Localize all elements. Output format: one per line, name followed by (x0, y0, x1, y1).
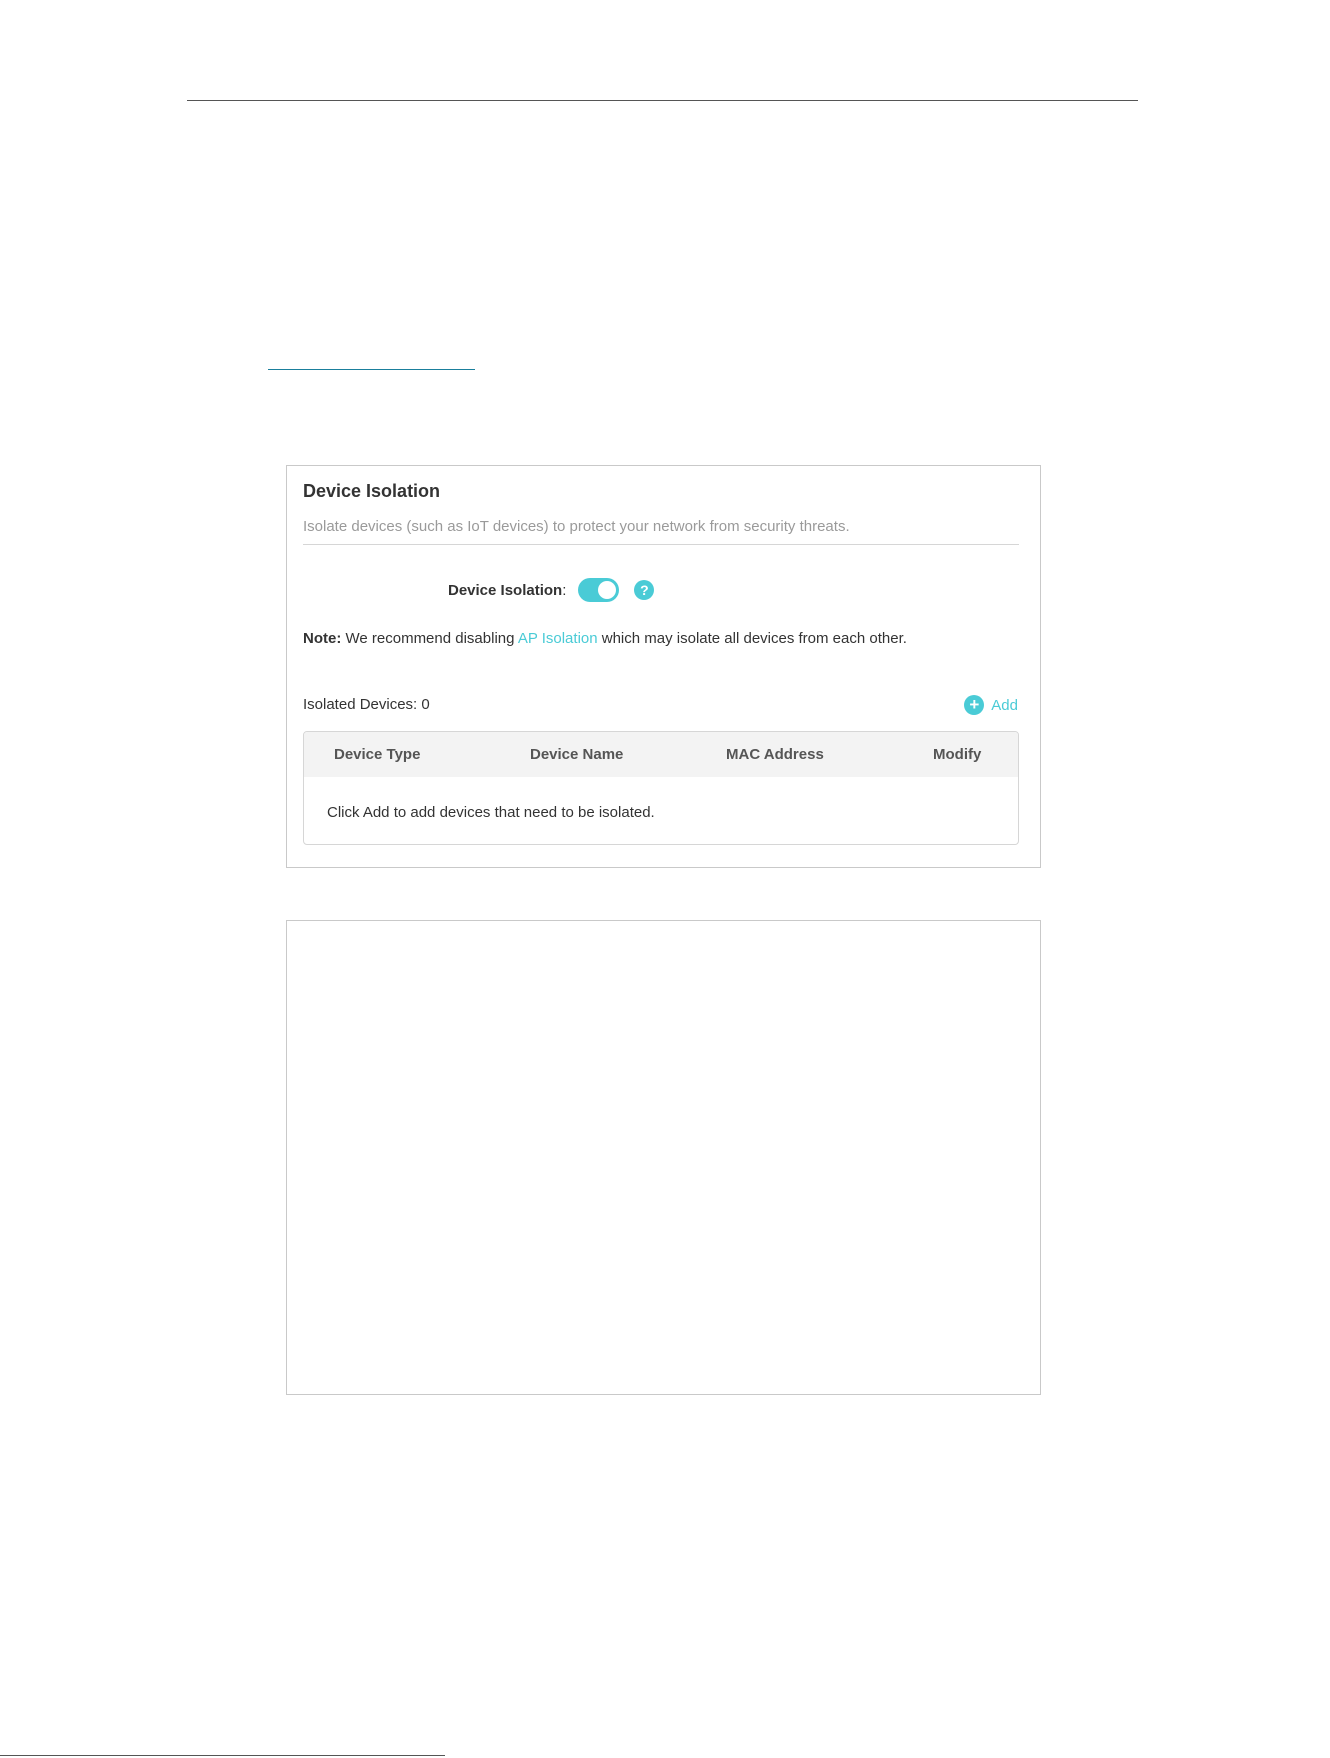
add-device-button[interactable] (964, 695, 1018, 715)
column-header-mac-address: MAC Address (726, 746, 824, 763)
table-header (304, 732, 1018, 777)
ap-isolation-link[interactable]: AP Isolation (517, 630, 598, 647)
ap-isolation-note (303, 630, 907, 647)
column-header-device-name: Device Name (530, 746, 624, 763)
panel-divider (303, 544, 1019, 545)
note-text-before: We recommend disabling (341, 630, 518, 647)
device-isolation-label-colon: : (562, 581, 567, 599)
panel-description: Isolate devices (such as IoT devices) to protect your network from security threats. (303, 518, 850, 535)
device-isolation-label: Device Isolation (448, 581, 563, 599)
question-circle-icon[interactable]: ? (634, 580, 654, 600)
page-header-rule (187, 100, 1138, 101)
isolated-devices-table (303, 731, 1019, 845)
panel-title: Device Isolation (303, 481, 441, 501)
device-isolation-setting (448, 577, 654, 603)
footer-rule (0, 1755, 445, 1756)
table-empty-message: Click Add to add devices that need to be isolated. (327, 804, 655, 821)
column-header-device-type: Device Type (334, 746, 421, 763)
plus-circle-icon: + (964, 695, 984, 715)
note-label: Note: (303, 630, 342, 647)
device-isolation-panel (286, 465, 1041, 868)
section-link-underline (268, 369, 475, 370)
add-button-label: Add (991, 696, 1018, 714)
note-text-after: which may isolate all devices from each other. (597, 630, 907, 647)
column-header-modify: Modify (933, 746, 982, 763)
device-isolation-toggle[interactable] (578, 578, 619, 602)
blank-screenshot-panel (286, 920, 1041, 1395)
isolated-devices-count: Isolated Devices: 0 (303, 696, 430, 713)
toggle-knob (598, 581, 616, 599)
